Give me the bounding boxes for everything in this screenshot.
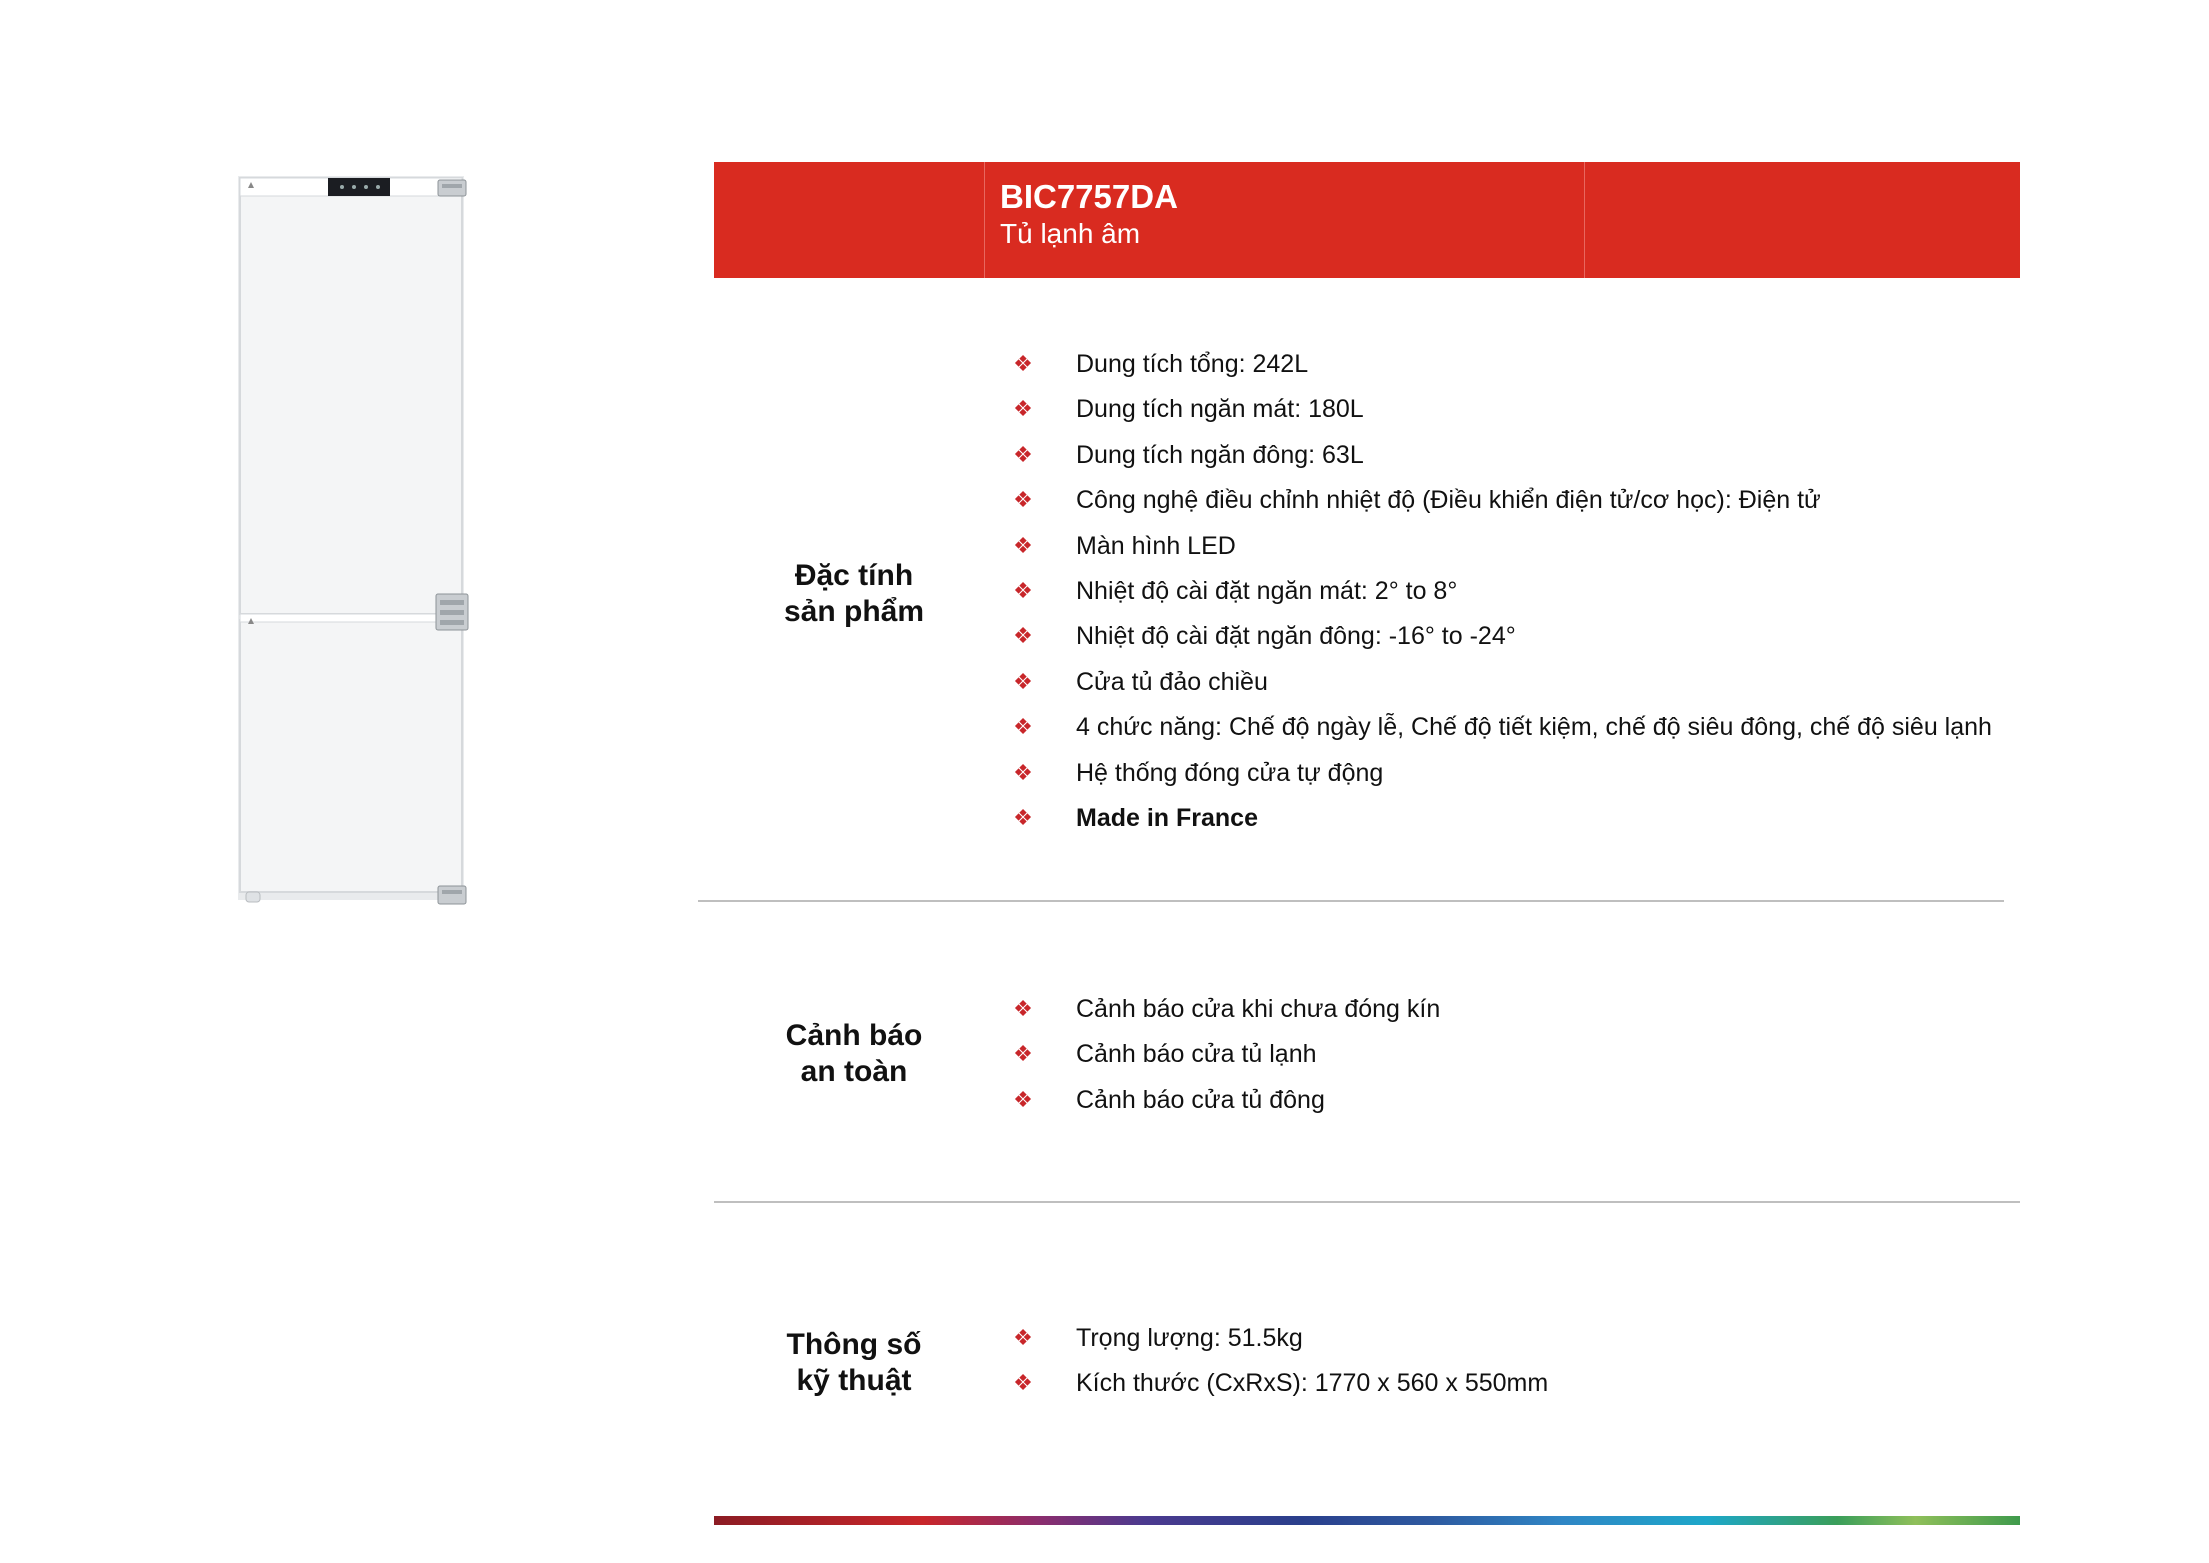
list-item: ❖ Cảnh báo cửa khi chưa đóng kín xyxy=(1010,987,1440,1032)
header-band xyxy=(714,162,2020,278)
diamond-bullet-icon: ❖ xyxy=(1013,533,1033,559)
list-item: ❖ Cửa tủ đảo chiều xyxy=(1010,660,1992,705)
label-line: an toàn xyxy=(800,1055,908,1088)
model-title: BIC7757DA xyxy=(1000,178,1178,215)
safety-list xyxy=(1010,987,1440,1123)
diamond-bullet-icon: ❖ xyxy=(1013,442,1033,468)
diamond-bullet-icon: ❖ xyxy=(1013,760,1033,786)
spectrum-bar xyxy=(714,1516,2020,1525)
diamond-bullet-icon: ❖ xyxy=(1013,352,1033,377)
list-item: ❖ Dung tích ngăn mát: 180L xyxy=(1010,387,1992,432)
diamond-bullet-icon: ❖ xyxy=(1013,669,1033,695)
label-line: sản phẩm xyxy=(783,595,925,628)
header-divider xyxy=(984,162,985,278)
product-subtitle: Tủ lạnh âm xyxy=(1000,218,1141,249)
diamond-bullet-icon: ❖ xyxy=(1013,805,1033,831)
specs-list xyxy=(1010,1316,1548,1407)
diamond-bullet-icon: ❖ xyxy=(1013,1326,1033,1351)
label-line: Đặc tính xyxy=(794,559,914,592)
list-item: ❖ Nhiệt độ cài đặt ngăn mát: 2° to 8° xyxy=(1010,569,1992,614)
list-item: ❖ Màn hình LED xyxy=(1010,524,1992,569)
label-line: Thông số xyxy=(786,1328,922,1361)
section-label-specs xyxy=(714,1327,994,1399)
label-line: Cảnh báo xyxy=(785,1019,923,1052)
list-item: ❖ Dung tích ngăn đông: 63L xyxy=(1010,433,1992,478)
header-divider xyxy=(1584,162,1585,278)
section-divider xyxy=(698,900,2004,902)
section-divider xyxy=(714,1201,2020,1203)
diamond-bullet-icon: ❖ xyxy=(1013,578,1033,604)
section-label-features xyxy=(714,558,994,630)
fridge-image xyxy=(236,174,472,910)
list-item: ❖ Cảnh báo cửa tủ đông xyxy=(1010,1078,1440,1123)
diamond-bullet-icon: ❖ xyxy=(1013,1371,1033,1397)
list-item: ❖ Kích thước (CxRxS): 1770 x 560 x 550mm xyxy=(1010,1361,1548,1406)
diamond-bullet-icon: ❖ xyxy=(1013,488,1033,514)
list-item: ❖ Công nghệ điều chỉnh nhiệt độ (Điều khiển điện tử/cơ học): Điện tử xyxy=(1010,478,1992,523)
diamond-bullet-icon: ❖ xyxy=(1013,715,1033,741)
list-item: ❖ Cảnh báo cửa tủ lạnh xyxy=(1010,1032,1440,1077)
diamond-bullet-icon: ❖ xyxy=(1013,1087,1033,1113)
list-item: ❖ Made in France xyxy=(1010,796,1992,841)
diamond-bullet-icon: ❖ xyxy=(1013,1042,1033,1068)
diamond-bullet-icon: ❖ xyxy=(1013,997,1033,1022)
section-label-safety xyxy=(714,1018,994,1090)
diamond-bullet-icon: ❖ xyxy=(1013,397,1033,423)
features-list xyxy=(1010,342,1992,841)
diamond-bullet-icon: ❖ xyxy=(1013,624,1033,650)
list-item: ❖ Trọng lượng: 51.5kg xyxy=(1010,1316,1548,1361)
list-item: ❖ 4 chức năng: Chế độ ngày lễ, Chế độ tiết kiệm, chế độ siêu đông, chế độ siêu lạnh xyxy=(1010,705,1992,750)
label-line: kỹ thuật xyxy=(796,1364,912,1397)
list-item: ❖ Hệ thống đóng cửa tự động xyxy=(1010,751,1992,796)
list-item: ❖ Dung tích tổng: 242L xyxy=(1010,342,1992,387)
list-item: ❖ Nhiệt độ cài đặt ngăn đông: -16° to -24° xyxy=(1010,614,1992,659)
